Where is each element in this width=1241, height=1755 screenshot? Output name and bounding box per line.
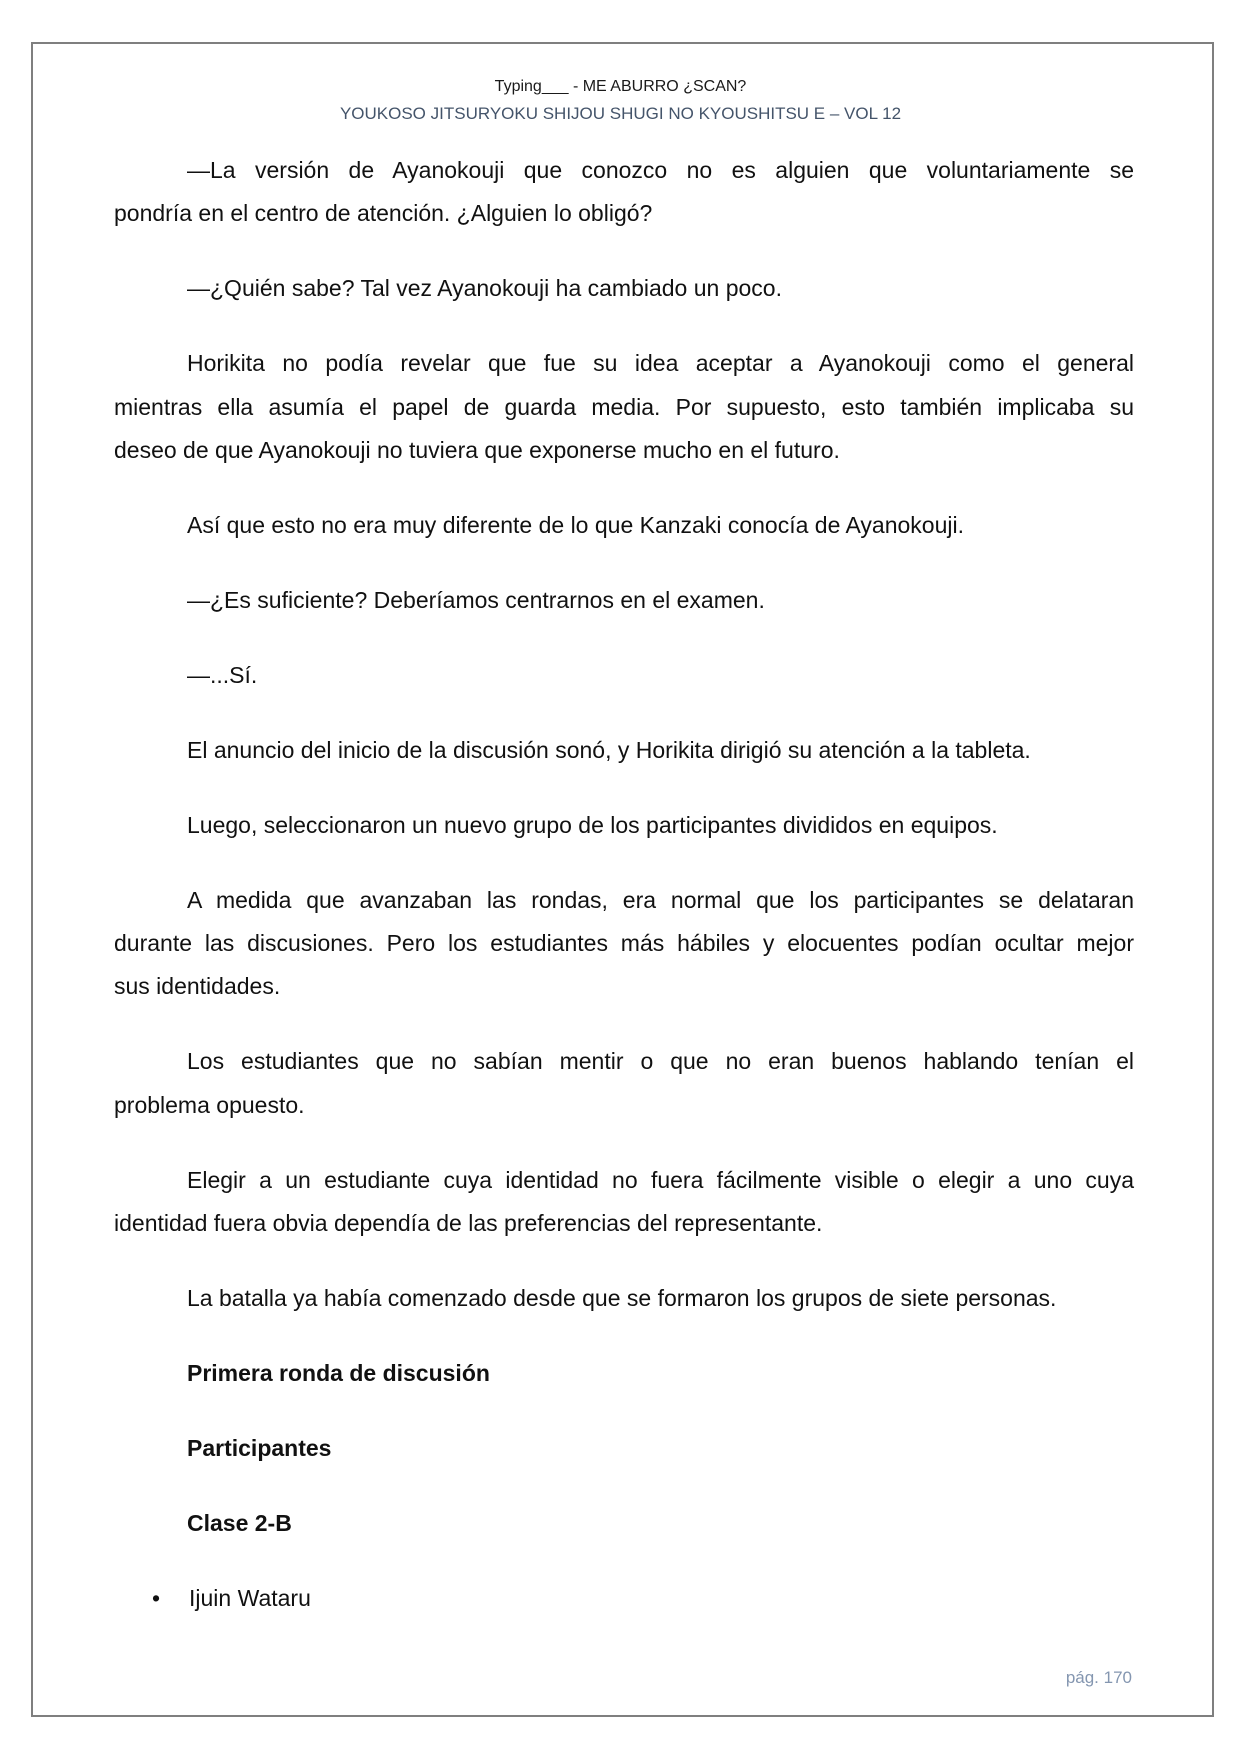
section-heading-participants: Participantes [187, 1434, 332, 1461]
paragraph-line: —¿Es suficiente? Deberíamos centrarnos en el examen. [187, 586, 765, 613]
paragraph-line: durante las discusiones. Pero los estudiantes más hábiles y elocuentes podían ocultar mejor [114, 930, 1134, 957]
paragraph-line: problema opuesto. [114, 1091, 305, 1118]
paragraph [114, 504, 1134, 547]
section-heading-class: Clase 2-B [187, 1509, 292, 1536]
paragraph-line: identidad fuera obvia dependía de las preferencias del representante. [114, 1209, 823, 1236]
paragraph [114, 879, 1134, 1009]
paragraph-line: Así que esto no era muy diferente de lo que Kanzaki conocía de Ayanokouji. [187, 511, 964, 538]
paragraph [114, 804, 1134, 847]
paragraph [114, 1040, 1134, 1127]
header-credit: Typing___ - ME ABURRO ¿SCAN? [494, 78, 747, 95]
paragraph [114, 1277, 1134, 1320]
paragraph [114, 654, 1134, 697]
list-item-text: Ijuin Wataru [189, 1584, 311, 1611]
paragraph-line: mientras ella asumía el papel de guarda media. Por supuesto, esto también implicaba su [114, 393, 1134, 420]
paragraph-line: A medida que avanzaban las rondas, era normal que los participantes se delataran [187, 886, 1134, 913]
document-body [114, 149, 1134, 1620]
paragraph-line: sus identidades. [114, 973, 281, 1000]
page-number: pág. 170 [1065, 1668, 1132, 1687]
section-heading-round: Primera ronda de discusión [187, 1359, 490, 1386]
paragraph-line: Horikita no podía revelar que fue su idea aceptar a Ayanokouji como el general [187, 350, 1134, 377]
paragraph-line: La batalla ya había comenzado desde que se formaron los grupos de siete personas. [187, 1284, 1057, 1311]
paragraph [114, 729, 1134, 772]
paragraph [114, 1159, 1134, 1246]
paragraph-line: Los estudiantes que no sabían mentir o que no eran buenos hablando tenían el [187, 1048, 1134, 1075]
paragraph-line: El anuncio del inicio de la discusión sonó, y Horikita dirigió su atención a la tableta. [187, 736, 1031, 763]
paragraph-line: —...Sí. [187, 661, 258, 688]
paragraph-line: Elegir a un estudiante cuya identidad no fuera fácilmente visible o elegir a uno cuya [187, 1166, 1134, 1193]
paragraph [114, 149, 1134, 236]
paragraph [114, 342, 1134, 472]
header-title: YOUKOSO JITSURYOKU SHIJOU SHUGI NO KYOUSHITSU E – VOL 12 [339, 104, 902, 123]
paragraph-line: —¿Quién sabe? Tal vez Ayanokouji ha cambiado un poco. [187, 275, 782, 302]
paragraph [114, 267, 1134, 310]
paragraph-line: —La versión de Ayanokouji que conozco no es alguien que voluntariamente se [187, 157, 1134, 183]
paragraph-line: pondría en el centro de atención. ¿Alguien lo obligó? [114, 200, 653, 227]
list-item [114, 1577, 1134, 1620]
paragraph-line: deseo de que Ayanokouji no tuviera que exponerse mucho en el futuro. [114, 436, 840, 463]
bullet-icon: • [152, 1584, 161, 1611]
paragraph [114, 579, 1134, 622]
paragraph-line: Luego, seleccionaron un nuevo grupo de los participantes divididos en equipos. [187, 811, 998, 838]
